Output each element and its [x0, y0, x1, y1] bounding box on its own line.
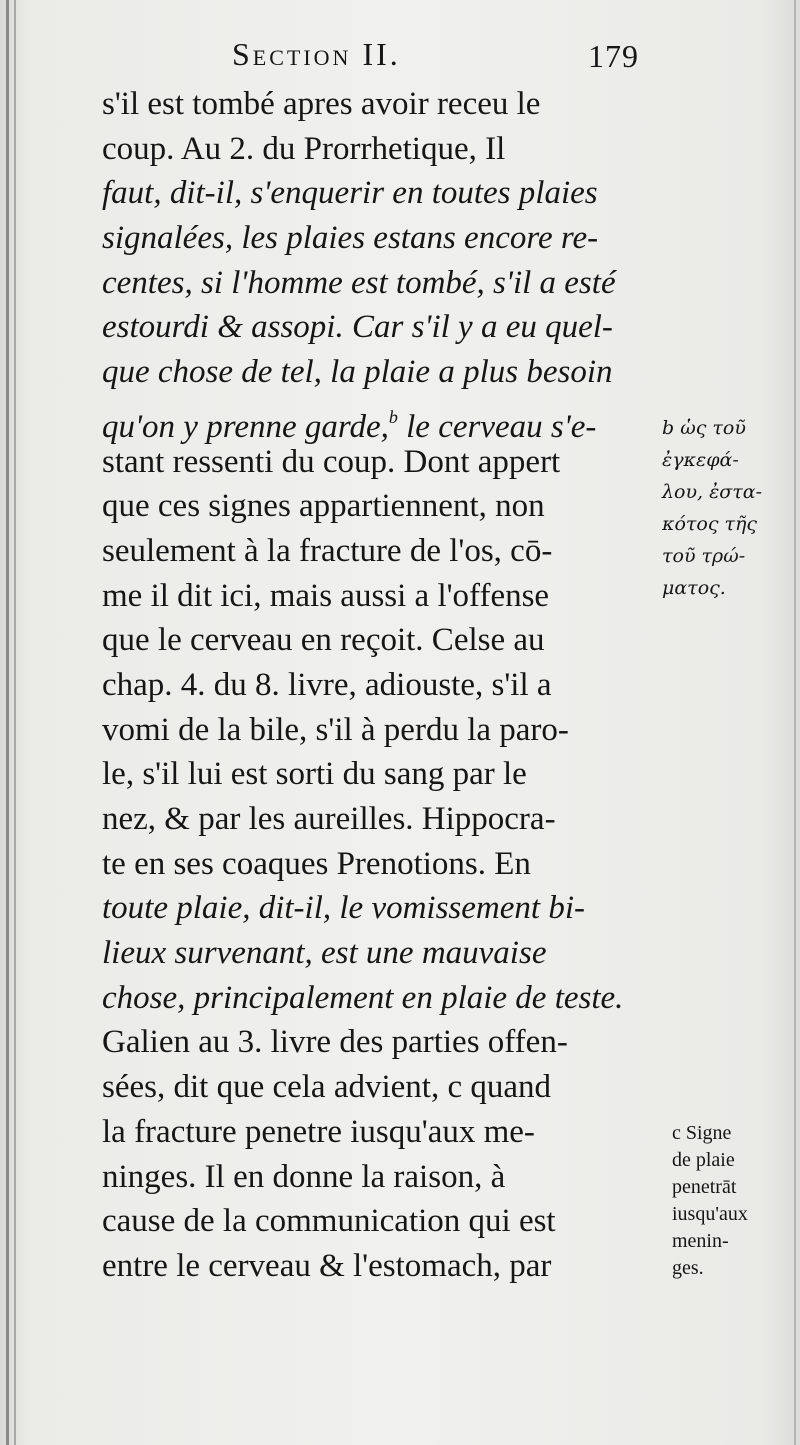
margin-note-line: ἐγκεφά- — [662, 449, 739, 471]
gutter-edge-inner — [14, 0, 16, 1445]
text-line: chose, principalement en plaie de teste. — [102, 979, 624, 1016]
margin-note-line: ges. — [672, 1257, 704, 1279]
margin-note-line: ματος. — [662, 577, 726, 599]
margin-note-line: menin- — [672, 1230, 729, 1252]
margin-note-line: τοῦ τρώ- — [662, 545, 746, 567]
text-segment: qu'on y prenne garde, — [102, 408, 389, 445]
text-line: s'il est tombé apres avoir receu le — [102, 86, 541, 122]
margin-note-line: de plaie — [672, 1149, 735, 1171]
text-line: coup. Au 2. du Prorrhetique, Il — [102, 130, 506, 167]
margin-note-line: iusqu'aux — [672, 1203, 748, 1225]
text-line: ninges. Il en donne la raison, à — [102, 1158, 506, 1195]
text-line: te en ses coaques Prenotions. En — [102, 845, 531, 882]
margin-note-line: b ὡς τοῦ — [662, 417, 746, 439]
running-head: Section II. — [232, 36, 401, 72]
margin-note-line: λου, ἐστα- — [662, 481, 763, 503]
gutter-edge — [6, 0, 9, 1445]
text-line: toute plaie, dit-il, le vomissement bi- — [102, 890, 585, 927]
note-reference: b — [388, 406, 398, 427]
text-line: vomi de la bile, s'il à perdu la paro- — [102, 711, 569, 748]
margin-note-line: penetrāt — [672, 1176, 737, 1198]
text-line: lieux survenant, est une mauvaise — [102, 935, 547, 972]
text-line: le, s'il lui est sorti du sang par le — [102, 756, 527, 793]
margin-note-line: κότος τῆς — [662, 513, 758, 535]
text-line: seulement à la fracture de l'os, cō- — [102, 532, 553, 569]
text-segment: le cerveau s'e- — [397, 408, 597, 445]
text-line: me il dit ici, mais aussi a l'offense — [102, 577, 550, 614]
margin-note-c — [672, 1120, 798, 1282]
text-line: que le cerveau en reçoit. Celse au — [102, 622, 545, 659]
margin-note-line: c Signe — [672, 1122, 732, 1144]
text-line: cause de la communication qui est — [102, 1203, 556, 1240]
text-line: signalées, les plaies estans encore re- — [102, 220, 599, 257]
text-line: estourdi & assopi. Car s'il y a eu quel- — [102, 309, 613, 346]
text-line: que ces signes appartiennent, non — [102, 488, 545, 525]
text-line: stant ressenti du coup. Dont appert — [102, 443, 561, 480]
text-line: sées, dit que cela advient, c quand — [102, 1069, 551, 1106]
text-line: Galien au 3. livre des parties offen- — [102, 1024, 568, 1061]
text-line: centes, si l'homme est tombé, s'il a esté — [102, 264, 616, 301]
margin-note-b — [662, 412, 796, 604]
page-number: 179 — [588, 38, 639, 74]
text-line: la fracture penetre iusqu'aux me- — [102, 1113, 535, 1150]
text-line: chap. 4. du 8. livre, adiouste, s'il a — [102, 666, 552, 703]
text-line — [102, 395, 662, 445]
text-line: nez, & par les aureilles. Hippocra- — [102, 801, 556, 837]
text-line: faut, dit-il, s'enquerir en toutes plaies — [102, 175, 598, 212]
text-line: entre le cerveau & l'estomach, par — [102, 1247, 552, 1284]
body-text — [102, 82, 662, 1289]
text-line: que chose de tel, la plaie a plus besoin — [102, 354, 613, 391]
